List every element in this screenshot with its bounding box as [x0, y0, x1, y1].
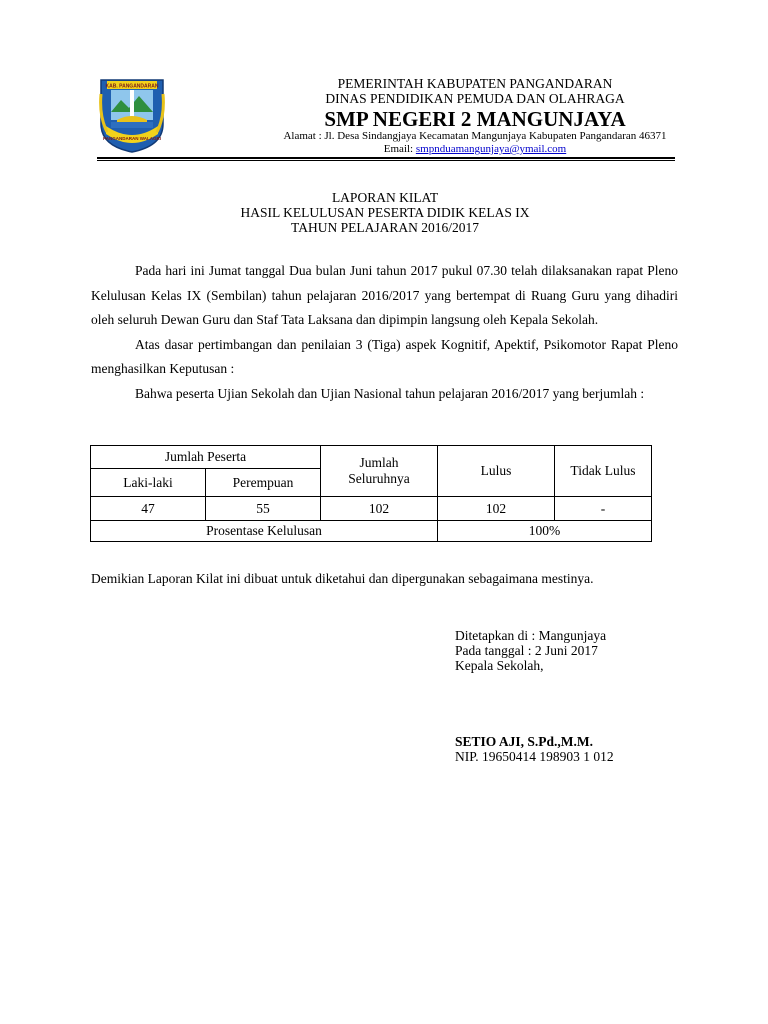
header-perempuan: Perempuan [206, 469, 321, 497]
header-jumlah-seluruhnya [321, 446, 438, 497]
header-jumlah-line2: Seluruhnya [348, 471, 410, 486]
sign-position: Kepala Sekolah, [455, 658, 544, 673]
header-divider-thin [97, 160, 675, 161]
header-laki-laki: Laki-laki [91, 469, 206, 497]
regency-logo [97, 76, 167, 154]
value-lulus: 102 [438, 497, 555, 521]
signatory-name: SETIO AJI, S.Pd.,M.M. [455, 734, 594, 749]
results-table [90, 445, 652, 542]
body-text [91, 259, 678, 406]
report-subtitle: HASIL KELULUSAN PESERTA DIDIK KELAS IX [240, 205, 530, 220]
email-label: Email: [383, 143, 416, 155]
school-email-line [180, 142, 768, 156]
prosentase-label: Prosentase Kelulusan [91, 521, 438, 542]
sign-date: Pada tanggal : 2 Juni 2017 [455, 643, 598, 658]
report-year: TAHUN PELAJARAN 2016/2017 [291, 220, 479, 235]
header-jumlah-peserta: Jumlah Peserta [91, 446, 321, 469]
logo-banner-bottom: PANGANDARAN WALAGRI [103, 136, 161, 141]
paragraph-1: Pada hari ini Jumat tanggal Dua bulan Juni tahun 2017 pukul 07.30 telah dilaksanakan rapat Pleno Kelulusan Kelas IX (Sembilan) tahun pelajaran 2016/2017 yang bertempat di Ruang Guru yang dihadiri oleh seluruh Dewan Guru dan Staf Tata Laksana dan dipimpin langsung oleh Kepala Sekolah. [91, 263, 678, 327]
sign-place: Ditetapkan di : Mangunjaya [455, 628, 607, 643]
value-perempuan: 55 [206, 497, 321, 521]
paragraph-2: Atas dasar pertimbangan dan penilaian 3 (Tiga) aspek Kognitif, Apektif, Psikomotor Rapat Pleno menghasilkan Keputusan : [91, 336, 678, 376]
logo-banner-top: KAB. PANGANDARAN [105, 83, 159, 90]
school-address: Alamat : Jl. Desa Sindangjaya Kecamatan Mangunjaya Kabupaten Pangandaran 46371 [283, 130, 667, 142]
header-lulus: Lulus [438, 446, 555, 497]
value-tidak-lulus: - [555, 497, 652, 521]
value-jumlah: 102 [321, 497, 438, 521]
email-link[interactable]: smpnduamangunjaya@ymail.com [415, 143, 567, 155]
closing-statement: Demikian Laporan Kilat ini dibuat untuk diketahui dan dipergunakan sebagaimana mestinya. [91, 571, 594, 586]
header-tidak-lulus: Tidak Lulus [555, 446, 652, 497]
header-jumlah-line1: Jumlah [359, 455, 399, 470]
paragraph-3: Bahwa peserta Ujian Sekolah dan Ujian Nasional tahun pelajaran 2016/2017 yang berjumlah : [135, 385, 645, 401]
header-line1: PEMERINTAH KABUPATEN PANGANDARAN [337, 76, 613, 91]
signatory-nip: NIP. 19650414 198903 1 012 [455, 749, 614, 764]
value-laki-laki: 47 [91, 497, 206, 521]
prosentase-value: 100% [438, 521, 652, 542]
header-line2: DINAS PENDIDIKAN PEMUDA DAN OLAHRAGA [325, 91, 625, 106]
school-name: SMP NEGERI 2 MANGUNJAYA [324, 107, 626, 131]
report-title: LAPORAN KILAT [331, 190, 439, 205]
header-divider-thick [97, 157, 675, 159]
